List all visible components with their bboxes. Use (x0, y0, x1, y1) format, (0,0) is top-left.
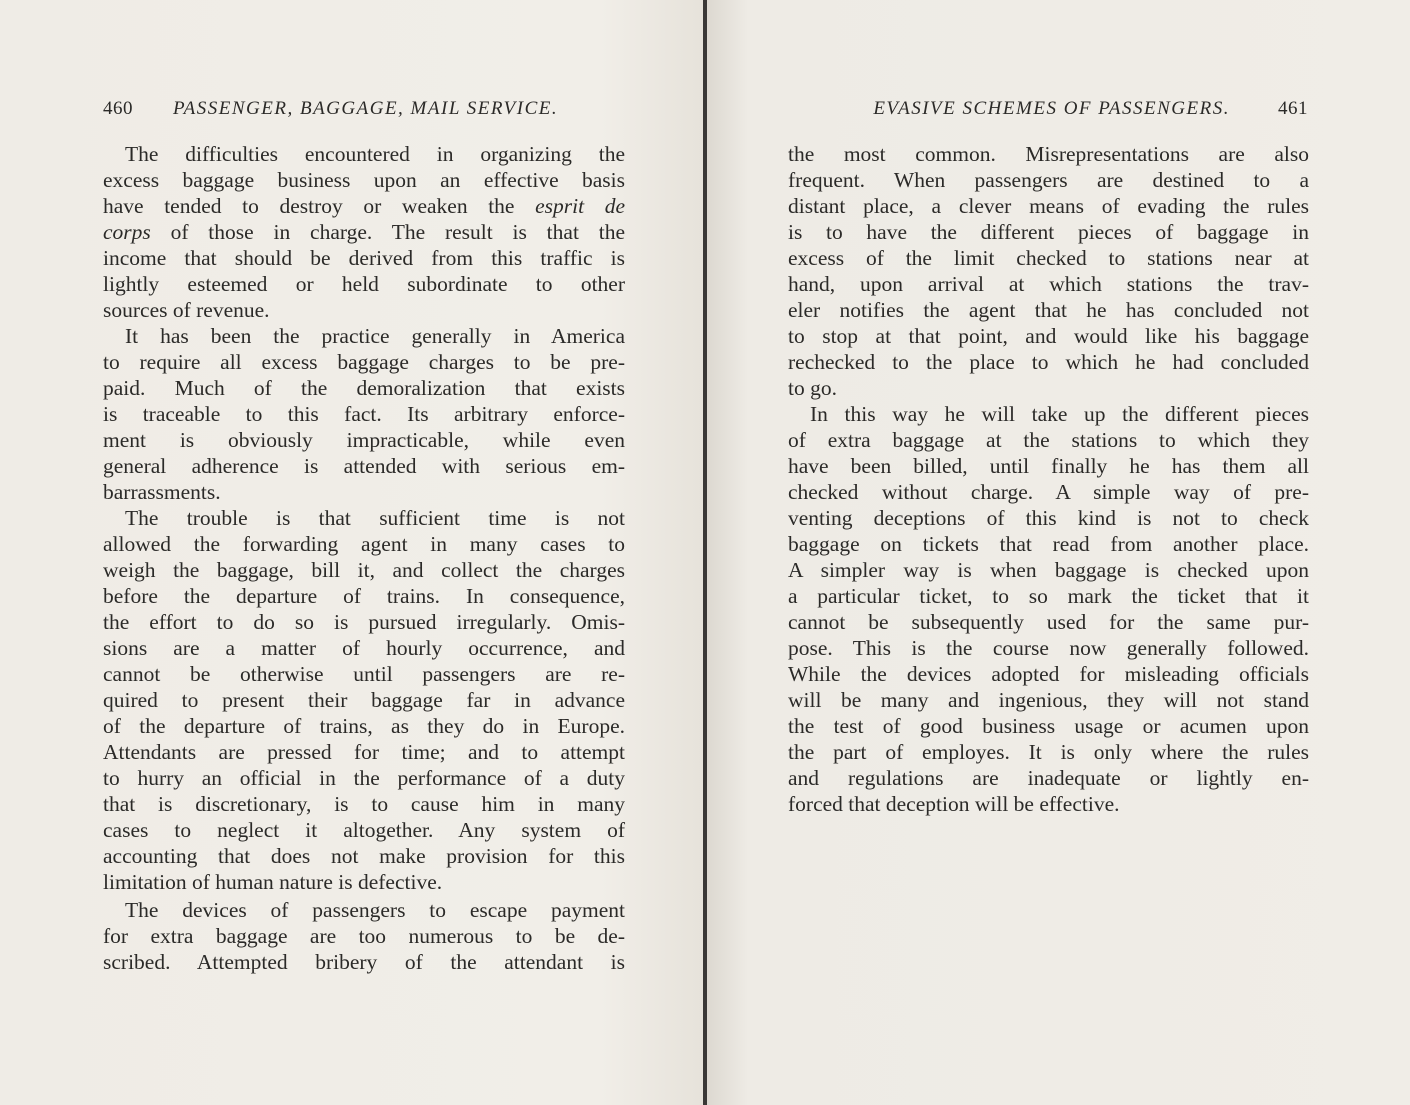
text-line: forced that deception will be effective. (788, 792, 1120, 816)
text-line: before the departure of trains. In consequence, (103, 584, 625, 608)
text-line: scribed. Attempted bribery of the attendant is (103, 950, 625, 974)
text-line: is to have the different pieces of baggage in (788, 220, 1309, 244)
text-line: have tended to destroy or weaken the esprit de (103, 194, 625, 218)
text-line: will be many and ingenious, they will not stand (788, 688, 1309, 712)
text-line: eler notifies the agent that he has concluded not (788, 298, 1309, 322)
text-line: to go. (788, 376, 837, 400)
text-line: allowed the forwarding agent in many cases to (103, 532, 625, 556)
text-line: cases to neglect it altogether. Any system of (103, 818, 625, 842)
text-line: is traceable to this fact. Its arbitrary enforce- (103, 402, 625, 426)
text-line: The difficulties encountered in organizing the (125, 142, 625, 166)
text-line: distant place, a clever means of evading the rules (788, 194, 1309, 218)
text-line: quired to present their baggage far in advance (103, 688, 625, 712)
text-line: The devices of passengers to escape payment (125, 898, 625, 922)
text-line: the effort to do so is pursued irregularly. Omis- (103, 610, 625, 634)
text-line: pose. This is the course now generally followed. (788, 636, 1309, 660)
text-line: corps of those in charge. The result is that the (103, 220, 625, 244)
text-line: It has been the practice generally in America (125, 324, 625, 348)
text-line: excess baggage business upon an effective basis (103, 168, 625, 192)
right-page-number: 461 (1278, 98, 1308, 119)
text-line: to stop at that point, and would like his baggage (788, 324, 1309, 348)
text-line: weigh the baggage, bill it, and collect the charges (103, 558, 625, 582)
text-line: that is discretionary, is to cause him in many (103, 792, 625, 816)
text-line: for extra baggage are too numerous to be de- (103, 924, 625, 948)
text-line: A simpler way is when baggage is checked upon (788, 558, 1309, 582)
text-line: checked without charge. A simple way of pre- (788, 480, 1309, 504)
text-line: income that should be derived from this traffic is (103, 246, 625, 270)
left-page-number: 460 (103, 98, 133, 119)
text-line: the test of good business usage or acumen upon (788, 714, 1309, 738)
text-line: accounting that does not make provision for this (103, 844, 625, 868)
text-line: cannot be subsequently used for the same pur- (788, 610, 1309, 634)
text-line: venting deceptions of this kind is not to check (788, 506, 1309, 530)
text-line: of extra baggage at the stations to which they (788, 428, 1309, 452)
text-line: sources of revenue. (103, 298, 270, 322)
text-line: cannot be otherwise until passengers are re- (103, 662, 625, 686)
text-line: barrassments. (103, 480, 221, 504)
text-line: excess of the limit checked to stations near at (788, 246, 1309, 270)
right-page-text (788, 141, 1309, 817)
text-line: a particular ticket, to so mark the ticket that it (788, 584, 1309, 608)
text-line: limitation of human nature is defective. (103, 870, 443, 894)
text-line: frequent. When passengers are destined to a (788, 168, 1309, 192)
text-line: rechecked to the place to which he had concluded (788, 350, 1309, 374)
text-line: to require all excess baggage charges to be pre- (103, 350, 625, 374)
left-page-text (103, 141, 625, 975)
text-line: to hurry an official in the performance of a duty (103, 766, 625, 790)
text-line: the most common. Misrepresentations are also (788, 142, 1309, 166)
text-line: sions are a matter of hourly occurrence, and (103, 636, 625, 660)
text-line: of the departure of trains, as they do in Europe. (103, 714, 625, 738)
text-line: paid. Much of the demoralization that exists (103, 376, 625, 400)
text-line: baggage on tickets that read from another place. (788, 532, 1309, 556)
text-line: general adherence is attended with serious em- (103, 454, 625, 478)
text-line: hand, upon arrival at which stations the trav- (788, 272, 1309, 296)
text-line: Attendants are pressed for time; and to attempt (103, 740, 625, 764)
text-line: The trouble is that sufficient time is not (125, 506, 625, 530)
text-line: have been billed, until finally he has them all (788, 454, 1309, 478)
book-gutter (703, 0, 707, 1105)
text-line: In this way he will take up the different pieces (810, 402, 1309, 426)
left-running-title: PASSENGER, BAGGAGE, MAIL SERVICE. (173, 98, 559, 119)
text-line: and regulations are inadequate or lightly en- (788, 766, 1309, 790)
text-line: ment is obviously impracticable, while even (103, 428, 625, 452)
text-line: the part of employes. It is only where the rules (788, 740, 1309, 764)
text-line: While the devices adopted for misleading officials (788, 662, 1309, 686)
right-running-title: EVASIVE SCHEMES OF PASSENGERS. (873, 98, 1230, 119)
text-line: lightly esteemed or held subordinate to other (103, 272, 625, 296)
